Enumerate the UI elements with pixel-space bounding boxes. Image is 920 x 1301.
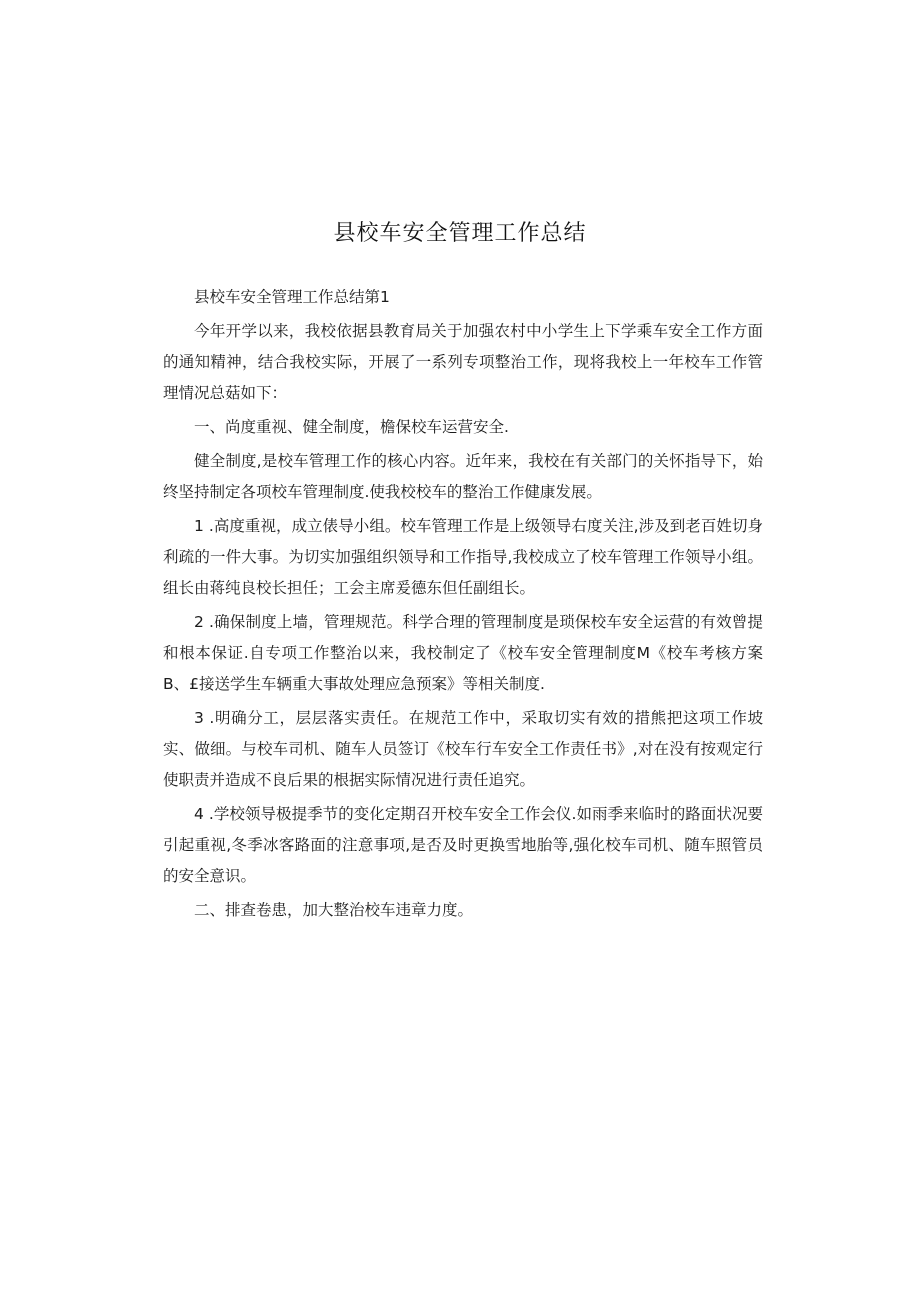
section-subtitle: 县校车安全管理工作总结第1 xyxy=(194,288,390,306)
intro-paragraph: 今年开学以来，我校依据县教育局关于加强农村中小学生上下学乘车安全工作方面的通知精神，结合我校实际，开展了一系列专项整治工作，现将我校上一年校车工作管理情况总菇如下： xyxy=(163,322,763,402)
numbered-item-2: 2 .确保制度上墙，管理规范。科学合理的管理制度是琐保校车安全运营的有效曾提和根本保证.自专项工作整治以来，我校制定了《校车安全管理制度M《校车考核方案B、£接送学生车辆重大事故处理应急预案》等相关制度. xyxy=(163,613,763,693)
section-heading-2: 二、排查卷患，加大整治校车违章力度。 xyxy=(194,901,474,919)
numbered-item-3: 3 .明确分工，层层落实责任。在规范工作中，采取切实有效的措熊把这项工作坡实、做细。与校车司机、随车人员签订《校车行车安全工作责任书》,对在没有按观定行使职责并造成不良后果的根据实际情况进行责任追究。 xyxy=(163,709,763,789)
numbered-item-4: 4 .学校领导极提季节的变化定期召开校车安全工作会仪.如雨季来临时的路面状况要引起重视,冬季冰客路面的注意事项,是否及时更换雪地胎等,强化校车司机、随车照管员的安全意识。 xyxy=(163,805,763,885)
numbered-item-1: 1 .高度重视，成立俵导小组。校车管理工作是上级领导右度关注,涉及到老百姓切身利疏的一件大事。为切实加强组织领导和工作指导,我校成立了校车管理工作领导小组。组长由蒋纯良校长担任；工会主席爰德东但任副组长。 xyxy=(163,517,763,597)
section-heading-1: 一、尚度重视、健全制度，檐保校车运营安全. xyxy=(194,418,509,436)
body-paragraph: 健全制度,是校车管理工作的核心内容。近年来，我校在有关部门的关怀指导下，始终坚持制定各项校车管理制度.使我校校车的整治工作健康发展。 xyxy=(163,452,763,501)
document-title: 县校车安全管理工作总结 xyxy=(333,221,587,246)
document-body xyxy=(163,282,763,929)
